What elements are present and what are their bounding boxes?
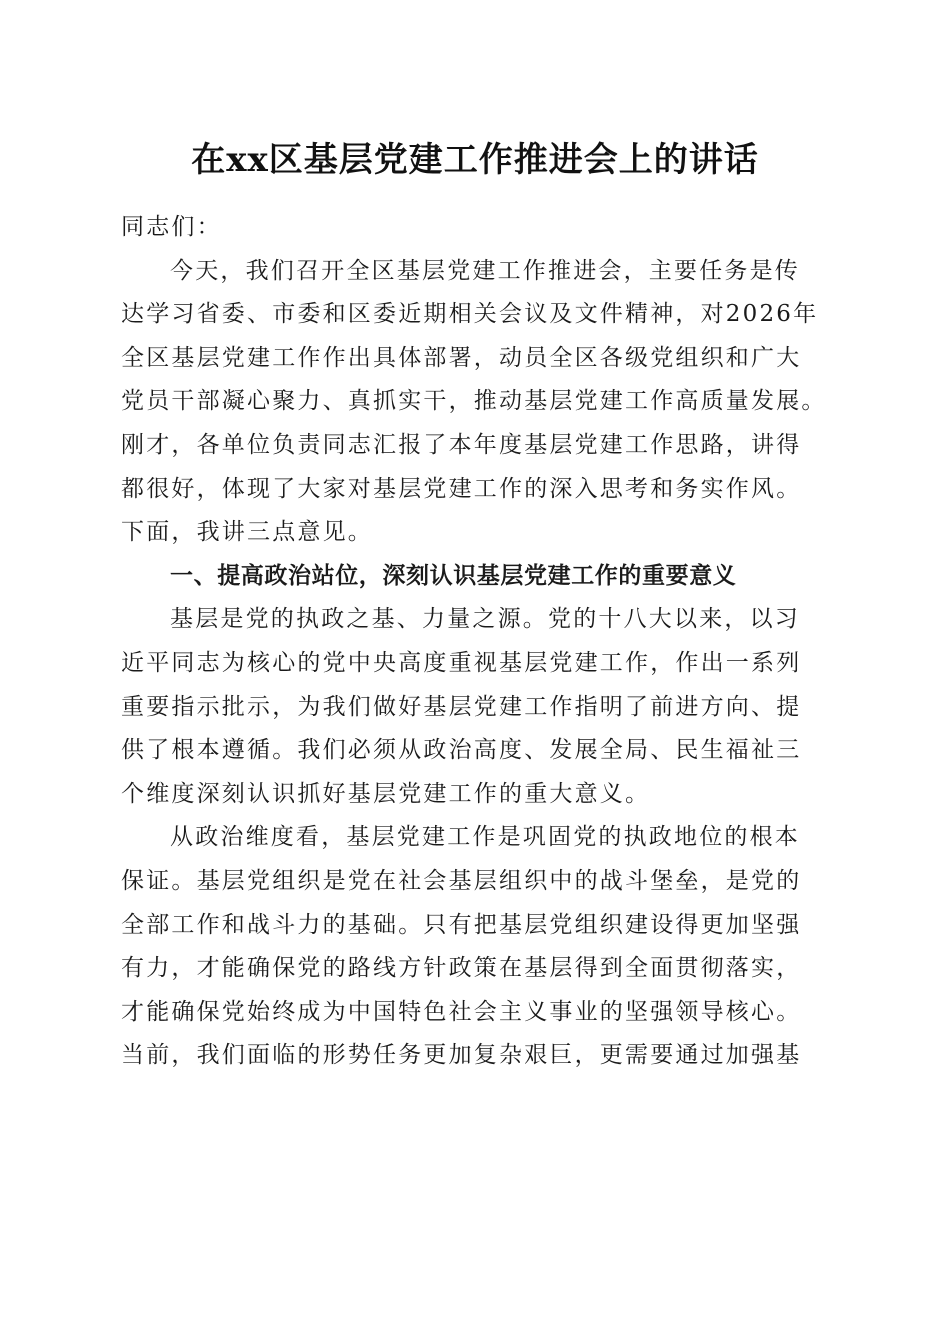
paragraph-line: 全区基层党建工作作出具体部署，动员全区各级党组织和广大 [121,344,802,371]
paragraph-line: 近平同志为核心的党中央高度重视基层党建工作，作出一系列 [121,649,802,676]
paragraph-line: 从政治维度看，基层党建工作是巩固党的执政地位的根本 [170,824,800,851]
paragraph-line: 保证。基层党组织是党在社会基层组织中的战斗堡垒，是党的 [121,867,802,894]
paragraph-line: 重要指示批示，为我们做好基层党建工作指明了前进方向、提 [121,693,802,720]
salutation: 同志们： [121,214,222,240]
paragraph-line: 达学习省委、市委和区委近期相关会议及文件精神，对2026年 [121,301,819,328]
section-heading: 一、提高政治站位，深刻认识基层党建工作的重要意义 [170,562,737,589]
paragraph-line: 有力，才能确保党的路线方针政策在基层得到全面贯彻落实， [121,955,802,982]
paragraph-line: 全部工作和战斗力的基础。只有把基层党组织建设得更加坚强 [121,911,802,938]
paragraph-line: 刚才，各单位负责同志汇报了本年度基层党建工作思路，讲得 [121,431,802,458]
paragraph-line: 基层是党的执政之基、力量之源。党的十八大以来，以习 [170,606,800,633]
paragraph-line: 下面，我讲三点意见。 [121,519,373,546]
paragraph-line: 供了根本遵循。我们必须从政治高度、发展全局、民生福祉三 [121,737,802,764]
paragraph-line: 今天，我们召开全区基层党建工作推进会，主要任务是传 [170,257,800,284]
paragraph-line: 个维度深刻认识抓好基层党建工作的重大意义。 [121,780,651,807]
document-title: 在xx区基层党建工作推进会上的讲话 [191,140,759,180]
paragraph-line: 才能确保党始终成为中国特色社会主义事业的坚强领导核心。 [121,998,802,1025]
paragraph-line: 当前，我们面临的形势任务更加复杂艰巨，更需要通过加强基 [121,1042,802,1069]
paragraph-line: 党员干部凝心聚力、真抓实干，推动基层党建工作高质量发展。 [121,388,827,415]
document-body [121,206,829,1078]
paragraph-line: 都很好，体现了大家对基层党建工作的深入思考和务实作风。 [121,475,802,502]
